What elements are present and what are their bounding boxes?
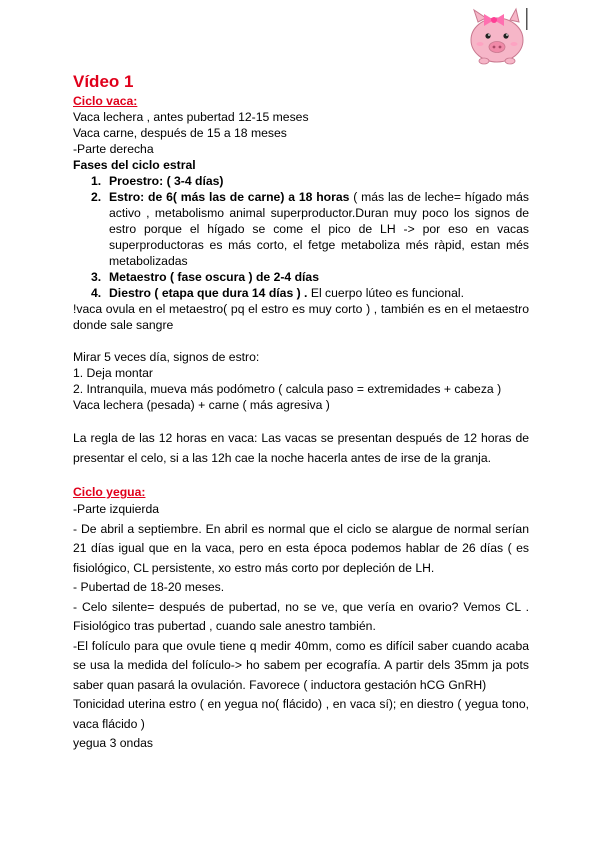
text-line: Vaca lechera (pesada) + carne ( más agresiva ) xyxy=(73,398,330,412)
twelve-hour-rule: La regla de las 12 horas en vaca: Las vacas se presentan después de 12 horas de presentar el celo, si a las 12h cae la noche hacerla antes de irse de la granja. xyxy=(73,431,529,465)
paragraph: yegua 3 ondas xyxy=(73,736,153,750)
phase-name: Diestro ( etapa que dura 14 días ) . xyxy=(109,286,308,300)
phases-list xyxy=(73,173,529,301)
phase-detail: ( más las de leche= hígado más activo , metabolismo animal superproductor.Duran muy poco los signos de estro porque el hígado se come el pico de LH -> por eso en vacas superproductoras es más corto, el fetge metaboliza més ràpid, estan més metabolizadas xyxy=(109,190,529,268)
signs-heading: Mirar 5 veces día, signos de estro: xyxy=(73,350,260,364)
list-number: 1. xyxy=(91,174,102,188)
paragraph: -El folículo para que ovule tiene q medir 40mm, como es difícil saber cuando acaba se usa la medida del folículo-> ho sabem per ecografía. A partir dels 35mm ja pots saber quan pasará la ovulación. Favorece ( inductora gestación hCG GnRH) xyxy=(73,638,529,692)
list-number: 2. xyxy=(91,190,102,204)
list-item xyxy=(73,269,529,285)
paragraph: - Pubertad de 18-20 meses. xyxy=(73,580,225,594)
list-number: 3. xyxy=(91,270,102,284)
list-item xyxy=(73,285,529,301)
document-body xyxy=(73,72,529,754)
text-line: Vaca carne, después de 15 a 18 meses xyxy=(73,126,287,140)
list-number: 4. xyxy=(91,286,102,300)
text-line: -Parte derecha xyxy=(73,142,154,156)
page-title: Vídeo 1 xyxy=(73,72,134,91)
phase-name: Proestro: ( 3-4 días) xyxy=(109,174,224,188)
paragraph: - De abril a septiembre. En abril es normal que el ciclo se alargue de normal serían 21 días igual que en la vaca, pero en esta época podemos hablar de 26 días ( es fisiológico, CL persistente, xo estro más corto por depleción de LH. xyxy=(73,521,529,575)
phase-name: Estro: de 6( más las de carne) a 18 horas xyxy=(109,190,350,204)
list-item xyxy=(73,189,529,269)
text-line: 1. Deja montar xyxy=(73,366,153,380)
text-line: 2. Intranquila, mueva más podómetro ( calcula paso = extremidades + cabeza ) xyxy=(73,382,502,396)
section-heading-yegua: Ciclo yegua: xyxy=(73,485,146,499)
phase-detail: El cuerpo lúteo es funcional. xyxy=(307,286,464,300)
ovulation-note: !vaca ovula en el metaestro( pq el estro es muy corto ) , también es en el metaestro donde sale sangre xyxy=(73,302,529,332)
list-item xyxy=(73,173,529,189)
phases-heading: Fases del ciclo estral xyxy=(73,158,196,172)
text-line: Vaca lechera , antes pubertad 12-15 meses xyxy=(73,110,309,124)
phase-name: Metaestro ( fase oscura ) de 2-4 días xyxy=(109,270,319,284)
pig-mascot-icon xyxy=(464,6,534,68)
paragraph: Tonicidad uterina estro ( en yegua no( flácido) , en vaca sí); en diestro ( yegua tono, vaca flácido ) xyxy=(73,697,529,731)
section-heading-vaca: Ciclo vaca: xyxy=(73,94,138,108)
paragraph: - Celo silente= después de pubertad, no se ve, que vería en ovario? Vemos CL . Fisiológico tras pubertad , cuando sale anestro también. xyxy=(73,599,529,633)
paragraph: -Parte izquierda xyxy=(73,502,160,516)
